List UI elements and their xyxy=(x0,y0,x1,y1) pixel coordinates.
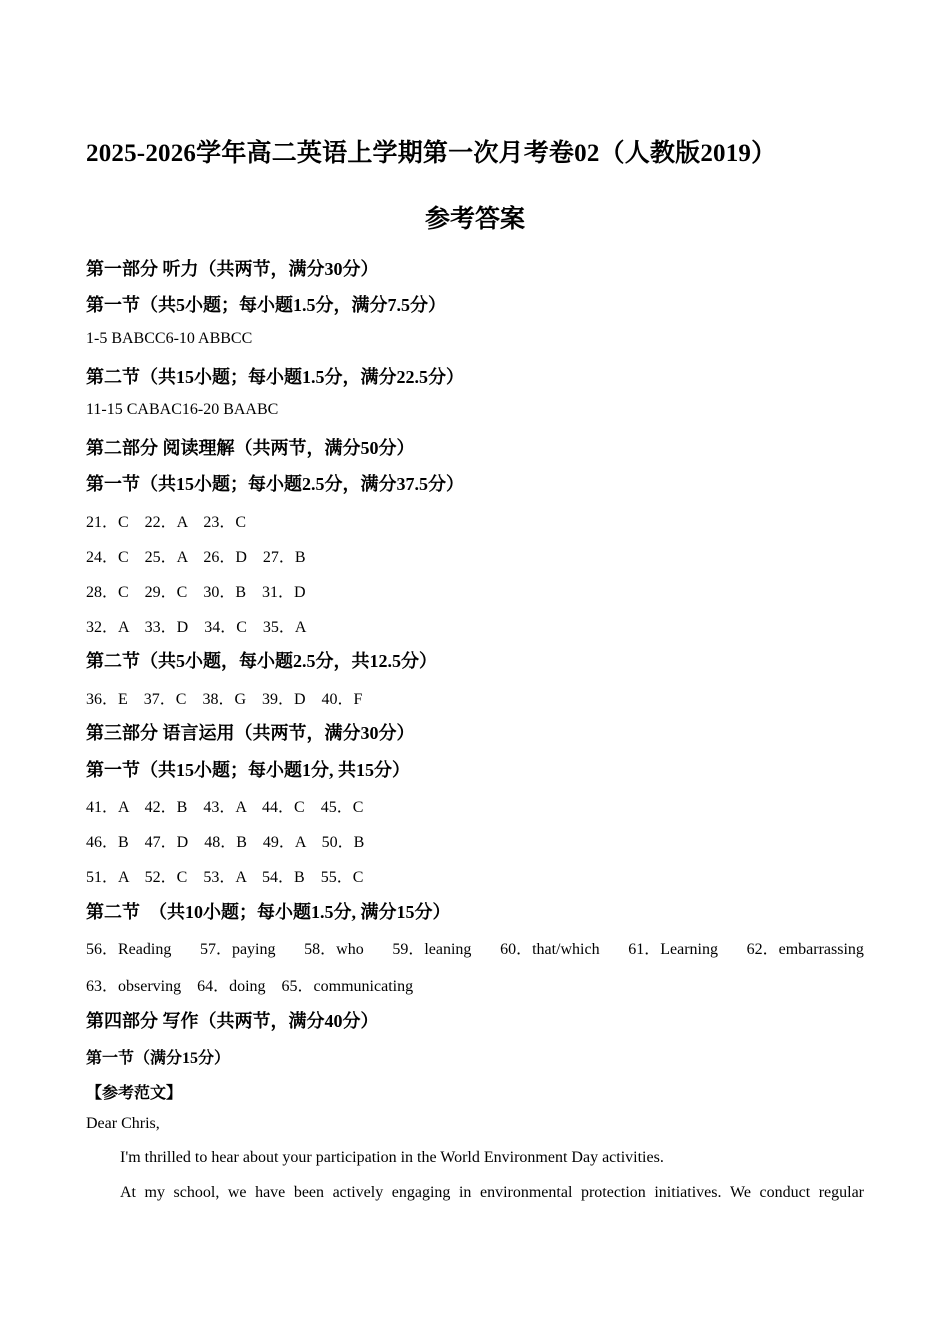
answer-row: 46．B 47．D 48．B 49．A 50．B xyxy=(86,834,365,851)
fill-answer: 61．Learning xyxy=(628,941,718,958)
word: actively xyxy=(332,1184,384,1201)
part2-sec2-heading: 第二节（共5小题，每小题2.5分，共12.5分） xyxy=(86,651,437,671)
word: my xyxy=(144,1184,165,1201)
fill-answer: 59．leaning xyxy=(392,941,472,958)
answer-group: 11-15 CABAC xyxy=(86,401,182,418)
letter-greeting: Dear Chris, xyxy=(86,1115,160,1132)
answer-row: 24．C 25．A 26．D 27．B xyxy=(86,549,306,566)
answer-row: 21．C 22．A 23．C xyxy=(86,514,247,531)
word: been xyxy=(293,1184,325,1201)
word: environmental xyxy=(479,1184,573,1201)
part2-heading: 第二部分 阅读理解（共两节，满分50分） xyxy=(86,438,415,458)
answer-row: 28．C 29．C 30．B 31．D xyxy=(86,584,306,601)
answer-group: 16-20 BAABC xyxy=(181,401,279,418)
answer-group: 6-10 ABBCC xyxy=(165,330,253,347)
part3-sec1-heading: 第一节（共15小题；每小题1分, 共15分） xyxy=(86,760,410,780)
part1-sec1-heading: 第一节（共5小题；每小题1.5分，满分7.5分） xyxy=(86,295,446,315)
page-subtitle: 参考答案 xyxy=(424,206,525,233)
word: At xyxy=(120,1184,136,1201)
answer-row: 51．A 52．C 53．A 54．B 55．C xyxy=(86,869,364,886)
answer-row: 36．E 37．C 38．G 39．D 40．F xyxy=(86,691,363,708)
answer-row: 32．A 33．D 34．C 35．A xyxy=(86,619,307,636)
part4-sec1-heading: 第一节（满分15分） xyxy=(86,1050,231,1067)
part1-sec2-heading: 第二节（共15小题；每小题1.5分，满分22.5分） xyxy=(86,367,464,387)
word: initiatives. xyxy=(654,1184,722,1201)
word: We xyxy=(730,1184,751,1201)
part1-heading: 第一部分 听力（共两节，满分30分） xyxy=(86,259,379,279)
answer-row: 41．A 42．B 43．A 44．C 45．C xyxy=(86,799,364,816)
word: conduct xyxy=(759,1184,811,1201)
part1-sec2-answers xyxy=(86,401,278,419)
part3-sec2-heading: 第二节 （共10小题；每小题1.5分, 满分15分） xyxy=(86,902,451,922)
word: have xyxy=(255,1184,286,1201)
word: school, xyxy=(173,1184,220,1201)
fill-answer: 58．who xyxy=(304,941,364,958)
word: we xyxy=(227,1184,247,1201)
fill-answers-line2: 63．observing 64．doing 65．communicating xyxy=(86,978,414,995)
fill-answer: 60．that/which xyxy=(500,941,600,958)
fill-answers-line1 xyxy=(86,936,864,959)
part2-sec1-heading: 第一节（共15小题；每小题2.5分，满分37.5分） xyxy=(86,474,464,494)
part1-sec1-answers xyxy=(86,330,252,348)
word: regular xyxy=(818,1184,864,1201)
essay-paragraph-1: I'm thrilled to hear about your participation in the World Environment Day activities. xyxy=(120,1149,664,1166)
word: in xyxy=(458,1184,472,1201)
fill-answer: 62．embarrassing xyxy=(746,941,864,958)
page-title: 2025-2026学年高二英语上学期第一次月考卷02（人教版2019） xyxy=(86,140,777,167)
part4-heading: 第四部分 写作（共两节，满分40分） xyxy=(86,1011,379,1031)
word: engaging xyxy=(391,1184,451,1201)
answer-group: 1-5 BABCC xyxy=(86,330,166,347)
word: protection xyxy=(580,1184,646,1201)
model-essay-label: 【参考范文】 xyxy=(86,1085,183,1102)
essay-paragraph-2 xyxy=(120,1184,864,1202)
fill-answer: 57．paying xyxy=(199,941,276,958)
fill-answer: 56．Reading xyxy=(86,941,172,958)
part3-heading: 第三部分 语言运用（共两节，满分30分） xyxy=(86,723,415,743)
